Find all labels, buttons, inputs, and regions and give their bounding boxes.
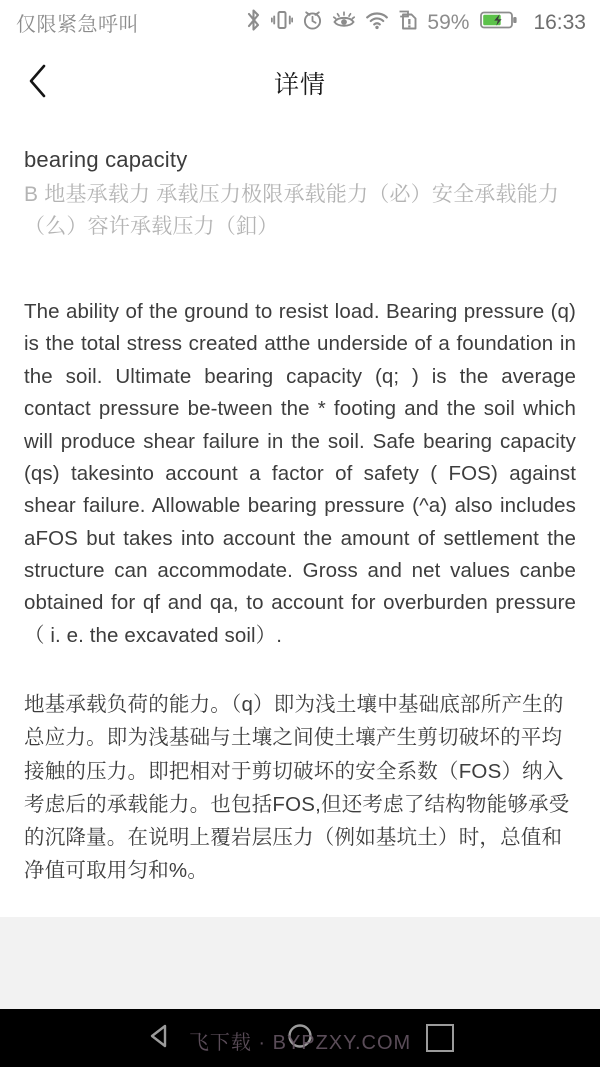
status-icon-group bbox=[245, 8, 586, 37]
eye-care-icon bbox=[332, 8, 356, 37]
definition-chinese: 地基承载负荷的能力。（q）即为浅土壤中基础底部所产生的总应力。即为浅基础与土壤之间使土壤产生剪切破坏的平均接触的压力。即把相对于剪切破坏的安全系数（FOS）纳入考虑后的承载能力。也包括FOS,但还考虑了结构物能够承受的沉降量。在说明上覆岩层压力（例如基坑土）时，总值和净值可取用匀和%。 bbox=[24, 693, 570, 883]
nav-back-button[interactable] bbox=[137, 1015, 183, 1061]
android-navigation-bar bbox=[0, 1009, 600, 1067]
sim-card-icon bbox=[398, 8, 417, 37]
carrier-label: 仅限紧急呼叫 bbox=[16, 14, 139, 36]
circle-home-icon bbox=[287, 1023, 313, 1054]
chevron-left-icon bbox=[26, 63, 50, 104]
alarm-icon bbox=[302, 8, 323, 37]
vibrate-icon bbox=[271, 8, 293, 37]
entry-translations: B 地基承载力 承载压力极限承载能力（必）安全承载能力（么）容许承载压力（釦） bbox=[24, 183, 560, 238]
battery-charging-icon bbox=[480, 9, 518, 36]
triangle-back-icon bbox=[147, 1023, 173, 1054]
entry-card bbox=[0, 121, 600, 917]
back-button[interactable] bbox=[12, 57, 64, 109]
nav-home-button[interactable] bbox=[277, 1015, 323, 1061]
battery-percent-label: 59% bbox=[427, 10, 470, 34]
status-bar bbox=[0, 0, 600, 45]
wifi-icon bbox=[365, 8, 389, 37]
nav-recents-button[interactable] bbox=[417, 1015, 463, 1061]
entry-headword: bearing capacity bbox=[24, 147, 188, 172]
clock-label: 16:33 bbox=[533, 10, 586, 34]
page-title: 详情 bbox=[273, 71, 326, 99]
square-recents-icon bbox=[426, 1024, 454, 1052]
definition-english: The ability of the ground to resist load. Bearing pressure (q) is the total stress created atthe underside of a foundation in the soil. Ultimate bearing capacity (q; ) is the average contact pressure be-tween the * footing and the soil which will produce shear failure in the soil. Safe bearing capacity (qs) takesinto account a factor of safety ( FOS) against shear failure. Allowable bearing pressure (^a) also includes aFOS but takes into account the amount of settlement the structure can accommodate. Gross and net values canbe obtained for qf and qa, to account for overburden pressure （ i. e. the excavated soil）. bbox=[24, 300, 576, 647]
watermark-label: 飞下载 · BYPZXY.COM bbox=[188, 1032, 412, 1054]
app-bar bbox=[0, 45, 600, 121]
bluetooth-icon bbox=[245, 8, 262, 37]
